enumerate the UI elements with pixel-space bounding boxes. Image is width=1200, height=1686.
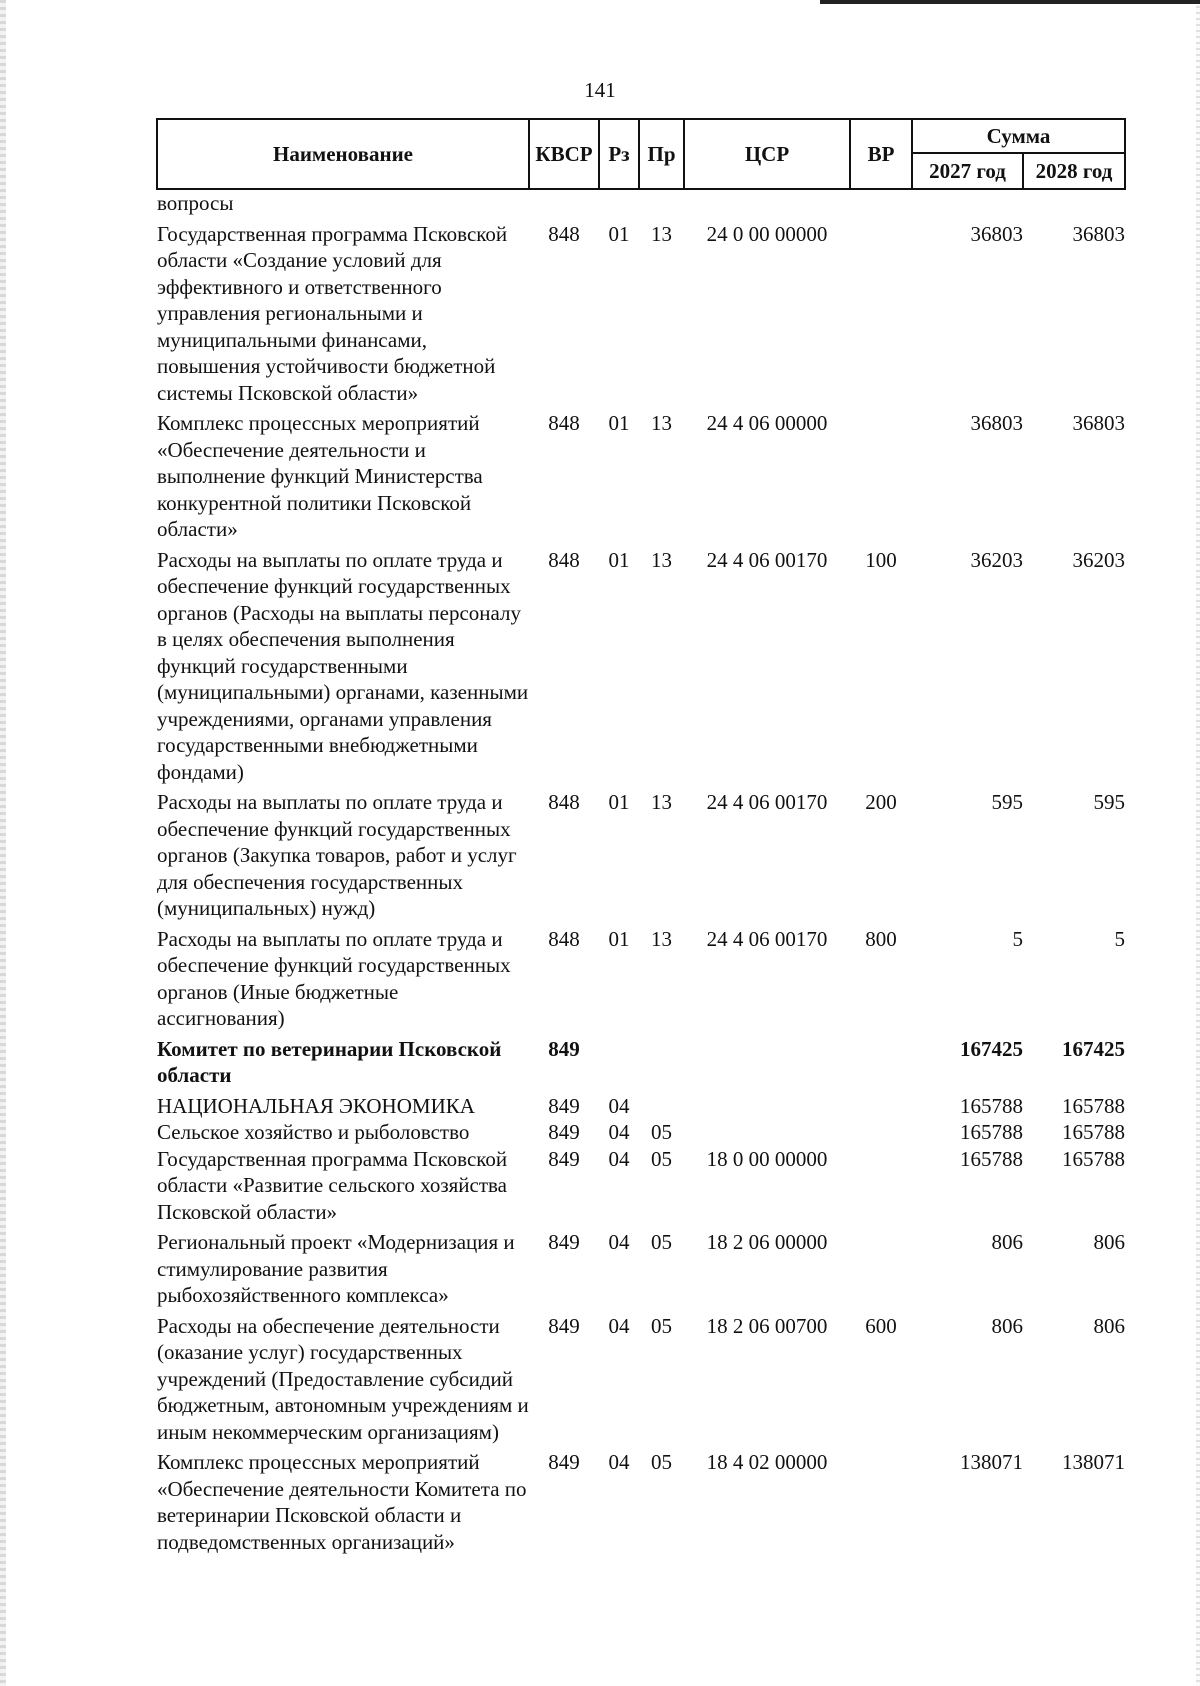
row-name: Комплекс процессных мероприятий «Обеспечение деятельности и выполнение функций Министерства конкурентной политики Псковской области» bbox=[157, 411, 483, 541]
row-name: Расходы на обеспечение деятельности (оказание услуг) государственных учреждений (Предоставление субсидий бюджетным, автономным учреждениям и иным некоммерческим организациям) bbox=[157, 1313, 529, 1444]
scan-edge-right bbox=[1196, 0, 1200, 1686]
table-row bbox=[157, 217, 1125, 407]
row-kvsr: 848 bbox=[548, 221, 580, 246]
row-name: Комплекс процессных мероприятий «Обеспечение деятельности Комитета по ветеринарии Псковской области и подведомственных организаций» bbox=[157, 1450, 527, 1554]
row-sum-2027: 36803 bbox=[970, 411, 1023, 435]
row-csr: 24 4 06 00000 bbox=[706, 411, 828, 435]
table-row bbox=[157, 1146, 1125, 1226]
row-rz: 01 bbox=[608, 547, 630, 572]
row-vr bbox=[850, 1032, 912, 1089]
header-rz: Рз bbox=[599, 119, 639, 189]
row-sum-2028: 165788 bbox=[1062, 1120, 1125, 1144]
row-pr: 05 bbox=[651, 1313, 672, 1338]
row-csr: 18 2 06 00700 bbox=[706, 1313, 828, 1338]
row-name: Расходы на выплаты по оплате труда и обеспечение функций государственных органов (Иные бюджетные ассигнования) bbox=[157, 926, 511, 1030]
table-row bbox=[157, 1089, 1125, 1120]
row-sum-2028: 806 bbox=[1093, 1230, 1125, 1254]
row-csr bbox=[684, 1032, 850, 1089]
row-name: Комитет по ветеринарии Псковской области bbox=[157, 1036, 502, 1087]
row-csr bbox=[684, 1119, 850, 1146]
row-csr: 24 4 06 00170 bbox=[706, 926, 828, 951]
row-rz: 04 bbox=[608, 1093, 630, 1118]
row-sum-2027: 167425 bbox=[960, 1036, 1023, 1061]
row-vr: 100 bbox=[865, 547, 897, 572]
row-csr: 18 0 00 00000 bbox=[706, 1146, 828, 1171]
row-name: вопросы bbox=[157, 191, 234, 215]
row-pr: 13 bbox=[651, 790, 672, 814]
row-name: НАЦИОНАЛЬНАЯ ЭКОНОМИКА bbox=[157, 1093, 475, 1118]
row-vr bbox=[850, 406, 912, 543]
header-kvsr: КВСР bbox=[529, 119, 599, 189]
row-kvsr: 848 bbox=[548, 790, 580, 814]
table-row bbox=[157, 1445, 1125, 1555]
row-name: Государственная программа Псковской области «Создание условий для эффективного и ответственного управления региональными и муниципальными финансами, повышения устойчивости бюджетной системы Псковской области» bbox=[157, 221, 508, 405]
row-sum-2028: 167425 bbox=[1062, 1036, 1125, 1061]
row-pr bbox=[639, 1089, 684, 1120]
row-sum-2027: 36803 bbox=[970, 221, 1023, 246]
row-vr bbox=[850, 1146, 912, 1226]
table-row bbox=[157, 785, 1125, 922]
row-sum-2027: 165788 bbox=[960, 1120, 1023, 1144]
row-pr: 13 bbox=[651, 547, 672, 572]
row-kvsr: 848 bbox=[548, 547, 580, 572]
top-rule bbox=[820, 0, 1200, 4]
row-pr: 05 bbox=[651, 1230, 672, 1254]
row-vr: 800 bbox=[865, 926, 897, 951]
table-row bbox=[157, 1032, 1125, 1089]
row-name: Расходы на выплаты по оплате труда и обеспечение функций государственных органов (Закупка товаров, работ и услуг для обеспечения государственных (муниципальных) нужд) bbox=[157, 790, 517, 920]
page-number: 141 bbox=[584, 78, 616, 102]
row-kvsr: 849 bbox=[548, 1093, 580, 1118]
row-sum-2028: 36803 bbox=[1072, 411, 1125, 435]
row-vr bbox=[850, 1089, 912, 1120]
header-year-2028: 2028 год bbox=[1023, 153, 1125, 189]
row-sum-2027: 5 bbox=[1012, 926, 1023, 951]
row-kvsr: 848 bbox=[548, 926, 580, 951]
row-kvsr: 849 bbox=[548, 1146, 580, 1171]
row-pr: 13 bbox=[651, 221, 672, 246]
row-sum-2027: 806 bbox=[991, 1313, 1023, 1338]
scan-edge-left bbox=[0, 0, 6, 1686]
header-vr: ВР bbox=[850, 119, 912, 189]
row-sum-2027: 595 bbox=[991, 790, 1023, 814]
row-sum-2027: 138071 bbox=[960, 1450, 1023, 1474]
row-rz: 01 bbox=[608, 790, 630, 814]
row-csr bbox=[684, 1089, 850, 1120]
header-csr: ЦСР bbox=[684, 119, 850, 189]
table-row bbox=[157, 189, 1125, 217]
row-sum-2028 bbox=[1023, 189, 1125, 217]
row-sum-2028: 165788 bbox=[1062, 1093, 1125, 1118]
row-sum-2027: 165788 bbox=[960, 1093, 1023, 1118]
row-vr: 600 bbox=[865, 1313, 897, 1338]
row-rz bbox=[599, 1032, 639, 1089]
table-row bbox=[157, 543, 1125, 786]
row-vr bbox=[850, 1119, 912, 1146]
row-sum-2028: 595 bbox=[1093, 790, 1125, 814]
row-kvsr bbox=[529, 189, 599, 217]
row-vr bbox=[850, 1445, 912, 1555]
row-pr: 05 bbox=[651, 1120, 672, 1144]
row-pr: 05 bbox=[651, 1146, 672, 1171]
table-row bbox=[157, 922, 1125, 1032]
table-row bbox=[157, 1119, 1125, 1146]
row-csr: 18 2 06 00000 bbox=[706, 1230, 828, 1254]
row-name: Государственная программа Псковской области «Развитие сельского хозяйства Псковской области» bbox=[157, 1146, 508, 1224]
row-sum-2027: 36203 bbox=[970, 547, 1023, 572]
row-sum-2027 bbox=[912, 189, 1023, 217]
row-pr bbox=[639, 189, 684, 217]
row-rz: 01 bbox=[608, 411, 630, 435]
table-row bbox=[157, 406, 1125, 543]
row-rz: 01 bbox=[608, 926, 630, 951]
row-sum-2028: 36203 bbox=[1072, 547, 1125, 572]
table-row bbox=[157, 1225, 1125, 1309]
row-pr: 13 bbox=[651, 411, 672, 435]
row-sum-2028: 138071 bbox=[1062, 1450, 1125, 1474]
row-kvsr: 849 bbox=[548, 1450, 580, 1474]
row-kvsr: 849 bbox=[548, 1120, 580, 1144]
row-kvsr: 849 bbox=[548, 1230, 580, 1254]
header-name: Наименование bbox=[157, 119, 529, 189]
row-vr: 200 bbox=[865, 790, 897, 814]
row-rz: 04 bbox=[608, 1120, 630, 1144]
row-kvsr: 848 bbox=[548, 411, 580, 435]
row-name: Сельское хозяйство и рыболовство bbox=[157, 1120, 470, 1144]
row-sum-2027: 165788 bbox=[960, 1146, 1023, 1171]
row-name: Расходы на выплаты по оплате труда и обеспечение функций государственных органов (Расходы на выплаты персоналу в целях обеспечения выполнения функций государственными (муниципальными) органами, казенными учреждениями, органами управления государственными внебюджетными фондами) bbox=[157, 547, 529, 784]
row-sum-2027: 806 bbox=[991, 1230, 1023, 1254]
row-sum-2028: 165788 bbox=[1062, 1146, 1125, 1171]
table-header bbox=[157, 119, 1125, 189]
row-rz: 04 bbox=[608, 1450, 630, 1474]
row-vr bbox=[850, 189, 912, 217]
row-vr bbox=[850, 1225, 912, 1309]
row-sum-2028: 806 bbox=[1093, 1313, 1125, 1338]
row-kvsr: 849 bbox=[548, 1036, 580, 1061]
row-csr: 18 4 02 00000 bbox=[706, 1450, 828, 1474]
row-rz: 04 bbox=[608, 1313, 630, 1338]
row-rz bbox=[599, 189, 639, 217]
row-sum-2028: 5 bbox=[1114, 926, 1125, 951]
table-body bbox=[157, 189, 1125, 1555]
row-pr bbox=[639, 1032, 684, 1089]
row-csr: 24 4 06 00170 bbox=[706, 547, 828, 572]
table-row bbox=[157, 1309, 1125, 1446]
row-rz: 04 bbox=[608, 1230, 630, 1254]
row-rz: 04 bbox=[608, 1146, 630, 1171]
row-sum-2028: 36803 bbox=[1072, 221, 1125, 246]
row-kvsr: 849 bbox=[548, 1313, 580, 1338]
header-sum: Сумма bbox=[912, 119, 1125, 153]
row-rz: 01 bbox=[608, 221, 630, 246]
row-csr bbox=[684, 189, 850, 217]
row-vr bbox=[850, 217, 912, 407]
header-pr: Пр bbox=[639, 119, 684, 189]
row-csr: 24 0 00 00000 bbox=[706, 221, 828, 246]
header-year-2027: 2027 год bbox=[912, 153, 1023, 189]
row-pr: 05 bbox=[651, 1450, 672, 1474]
row-pr: 13 bbox=[651, 926, 672, 951]
row-name: Региональный проект «Модернизация и стимулирование развития рыбохозяйственного комплекса» bbox=[157, 1230, 515, 1307]
budget-table bbox=[156, 118, 1126, 1555]
row-csr: 24 4 06 00170 bbox=[706, 790, 828, 814]
